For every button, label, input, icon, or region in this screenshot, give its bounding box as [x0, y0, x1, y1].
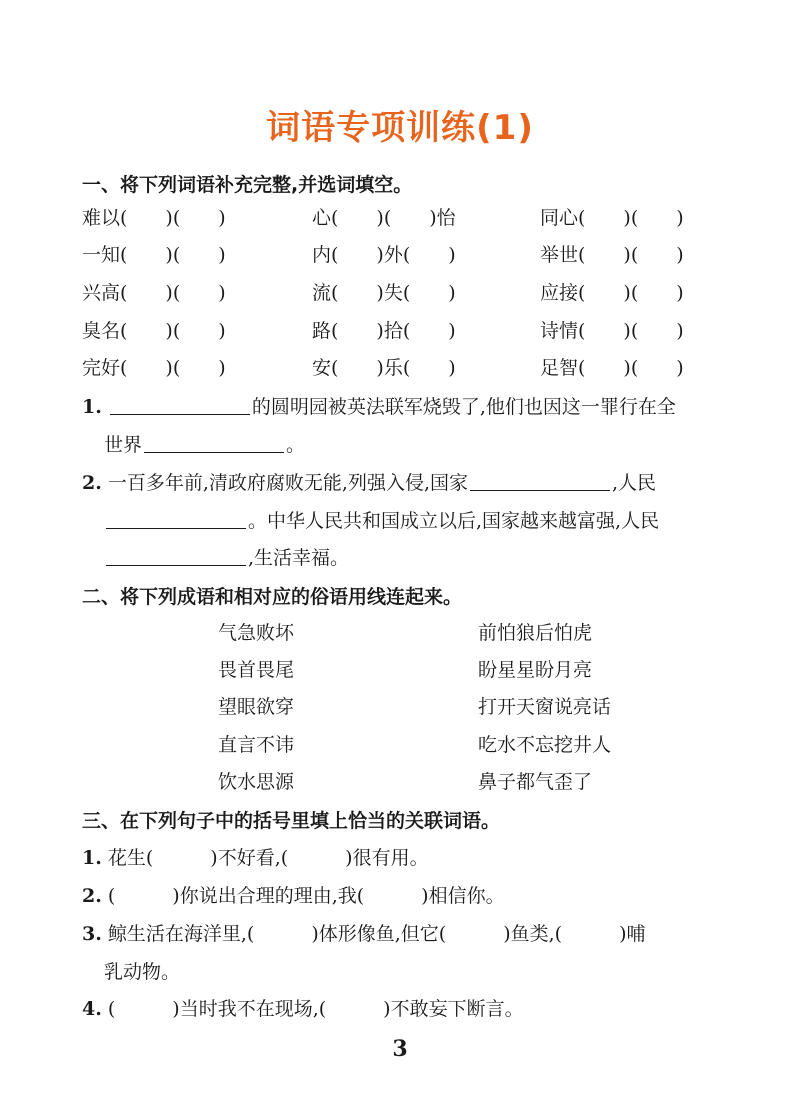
idiom-cell: 一知( )( ) [82, 244, 226, 266]
idiom-item[interactable]: 气急败坏 [218, 622, 295, 644]
saying-item[interactable]: 前怕狼后怕虎 [478, 622, 593, 644]
idiom-cell: 足智( )( ) [540, 357, 684, 379]
question-number: 3. [82, 923, 102, 945]
question-1 [82, 392, 676, 419]
idiom-cell: 臭名( )( ) [82, 320, 226, 342]
sentence-text[interactable]: 花生( )不好看,( )很有用。 [107, 847, 429, 869]
idiom-cell: 内( )外( ) [312, 244, 456, 266]
saying-item[interactable]: 鼻子都气歪了 [478, 771, 593, 793]
question-text: 。 [286, 434, 306, 456]
page-title: 词语专项训练(1) [266, 108, 534, 148]
question-2-line3 [104, 543, 349, 570]
question-2 [82, 468, 656, 495]
saying-item[interactable]: 盼星星盼月亮 [478, 659, 593, 681]
answer-blank[interactable] [106, 547, 246, 566]
fill-sentence-3 [82, 919, 646, 946]
question-2-line2 [104, 506, 659, 533]
section1-heading: 一、将下列词语补充完整,并选词填空。 [82, 174, 413, 196]
idiom-cell: 流( )失( ) [312, 282, 456, 304]
saying-item[interactable]: 打开天窗说亮话 [478, 696, 612, 718]
fill-sentence-4 [82, 994, 524, 1021]
question-1-cont [104, 430, 305, 457]
question-text: ,生活幸福。 [248, 547, 350, 569]
idiom-cell: 兴高( )( ) [82, 282, 226, 304]
question-text: ,人民 [612, 472, 657, 494]
answer-blank[interactable] [144, 434, 284, 453]
question-text: 世界 [104, 434, 143, 456]
question-number: 1. [82, 847, 102, 869]
question-number: 4. [82, 998, 102, 1020]
saying-item[interactable]: 吃水不忘挖井人 [478, 734, 612, 756]
idiom-cell: 同心( )( ) [540, 207, 684, 229]
idiom-cell: 完好( )( ) [82, 357, 226, 379]
section2-heading: 二、将下列成语和相对应的俗语用线连起来。 [82, 586, 463, 608]
answer-blank[interactable] [470, 472, 610, 491]
question-text: 一百多年前,清政府腐败无能,列强入侵,国家 [107, 472, 469, 494]
question-number: 1. [82, 396, 102, 418]
sentence-text: 乳动物。 [104, 961, 181, 983]
idiom-cell: 安( )乐( ) [312, 357, 456, 379]
question-number: 2. [82, 472, 102, 494]
question-text: 的圆明园被英法联军烧毁了,他们也因这一罪行在全 [251, 396, 676, 418]
idiom-cell: 诗情( )( ) [540, 320, 684, 342]
section3-heading: 三、在下列句子中的括号里填上恰当的关联词语。 [82, 810, 501, 832]
sentence-text[interactable]: ( )当时我不在现场,( )不敢妄下断言。 [107, 998, 524, 1020]
fill-sentence-3-cont [104, 957, 180, 984]
idiom-cell: 应接( )( ) [540, 282, 684, 304]
page-number: 3 [392, 1036, 408, 1062]
sentence-text[interactable]: ( )你说出合理的理由,我( )相信你。 [107, 885, 505, 907]
answer-blank[interactable] [106, 510, 246, 529]
idiom-item[interactable]: 畏首畏尾 [218, 659, 295, 681]
sentence-text[interactable]: 鲸生活在海洋里,( )体形像鱼,但它( )鱼类,( )哺 [107, 923, 646, 945]
fill-sentence-2 [82, 881, 505, 908]
idiom-cell: 难以( )( ) [82, 207, 226, 229]
fill-sentence-1 [82, 843, 429, 870]
idiom-item[interactable]: 望眼欲穿 [218, 696, 295, 718]
idiom-item[interactable]: 饮水思源 [218, 771, 295, 793]
question-number: 2. [82, 885, 102, 907]
idiom-cell: 举世( )( ) [540, 244, 684, 266]
answer-blank[interactable] [110, 396, 250, 415]
idiom-item[interactable]: 直言不讳 [218, 734, 295, 756]
idiom-cell: 心( )( )怡 [312, 207, 456, 229]
idiom-cell: 路( )拾( ) [312, 320, 456, 342]
question-text: 。中华人民共和国成立以后,国家越来越富强,人民 [248, 510, 660, 532]
